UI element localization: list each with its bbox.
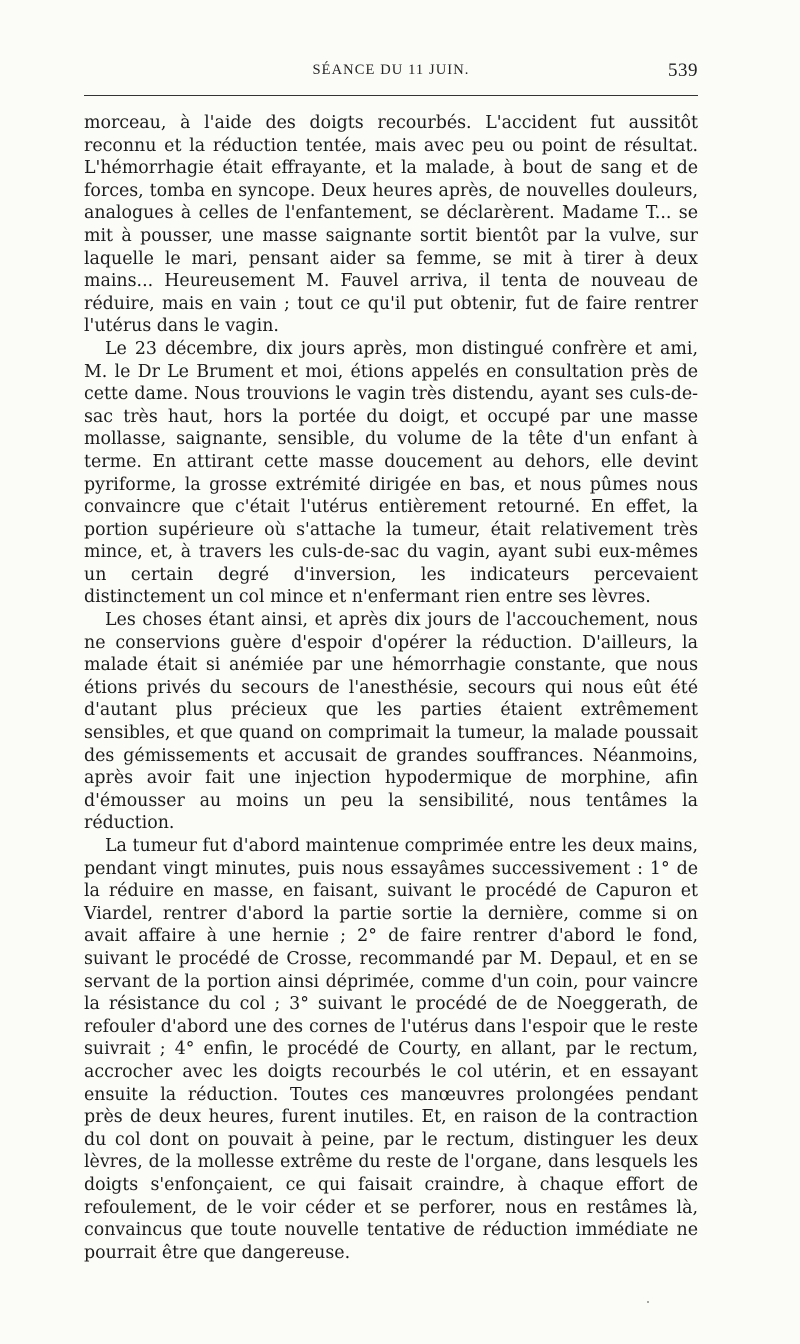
running-title: SÉANCE DU 11 JUIN. xyxy=(312,62,470,78)
paragraph-prognosis: Les choses étant ainsi, et après dix jours de l'accouchement, nous ne conservions guère d'espoir d'opérer la réduction. D'ailleurs, la malade était si anémiée par une hémorrhagie constante, que nous étions privés du secours de l'anesthésie, secours qui nous eût été d'autant plus précieux que les parties étaient extrêmement sensibles, et que quand on comprimait la tumeur, la malade poussait des gémissements et accusait de grandes souffrances. Néanmoins, après avoir fait une injection hypodermique de morphine, afin d'émousser au moins un peu la sensibilité, nous tentâmes la réduction. xyxy=(84,610,698,834)
paragraph-consultation: Le 23 décembre, dix jours après, mon distingué confrère et ami, M. le Dr Le Brument et moi, étions appelés en consultation près de cette dame. Nous trouvions le vagin très distendu, ayant ses culs-de-sac très haut, hors la portée du doigt, et occupé par une masse mollasse, saignante, sensible, du volume de la tête d'un enfant à terme. En attirant cette masse doucement au dehors, elle devint pyriforme, la grosse extrémité dirigée en bas, et nous pûmes nous convaincre que c'était l'utérus entièrement retourné. En effet, la portion supérieure où s'attache la tumeur, était relativement très mince, et, à travers les culs-de-sac du vagin, ayant subi eux-mêmes un certain degré d'inversion, les indicateurs percevaient distinctement un col mince et n'enfermant rien entre ses lèvres. xyxy=(84,338,698,608)
page-number: 539 xyxy=(668,60,698,81)
header-rule xyxy=(84,95,698,96)
running-head xyxy=(84,62,698,84)
print-speck xyxy=(647,1301,649,1303)
body-text xyxy=(84,112,698,1264)
paragraph-continued: morceau, à l'aide des doigts recourbés. L'accident fut aussitôt reconnu et la réduction tentée, mais avec peu ou point de résultat. L'hémorrhagie était effrayante, et la malade, à bout de sang et de forces, tomba en syncope. Deux heures après, de nouvelles douleurs, analogues à celles de l'enfantement, se déclarèrent. Madame T... se mit à pousser, une masse saignante sortit bientôt par la vulve, sur laquelle le mari, pensant aider sa femme, se mit à tirer à deux mains... Heureusement M. Fauvel arriva, il tenta de nouveau de réduire, mais en vain ; tout ce qu'il put obtenir, fut de faire rentrer l'utérus dans le vagin. xyxy=(84,113,698,337)
paragraph-reduction-attempts: La tumeur fut d'abord maintenue comprimée entre les deux mains, pendant vingt minutes, puis nous essayâmes successivement : 1° de la réduire en masse, en faisant, suivant le procédé de Capuron et Viardel, rentrer d'abord la partie sortie la dernière, comme si on avait affaire à une hernie ; 2° de faire rentrer d'abord le fond, suivant le procédé de Crosse, recommandé par M. Depaul, et en se servant de la portion ainsi déprimée, comme d'un coin, pour vaincre la résistance du col ; 3° suivant le procédé de de Noeggerath, de refouler d'abord une des cornes de l'utérus dans l'espoir que le reste suivrait ; 4° enfin, le procédé de Courty, en allant, par le rectum, accrocher avec les doigts recourbés le col utérin, et en essayant ensuite la réduction. Toutes ces manœuvres prolongées pendant près de deux heures, furent inutiles. Et, en raison de la contraction du col dont on pouvait à peine, par le rectum, distinguer les deux lèvres, de la mollesse extrême du reste de l'organe, dans lesquels les doigts s'enfonçaient, ce qui faisait craindre, à chaque effort de refoulement, de le voir céder et se perforer, nous en restâmes là, convaincus que toute nouvelle tentative de réduction immédiate ne pourrait être que dangereuse. xyxy=(84,836,698,1263)
